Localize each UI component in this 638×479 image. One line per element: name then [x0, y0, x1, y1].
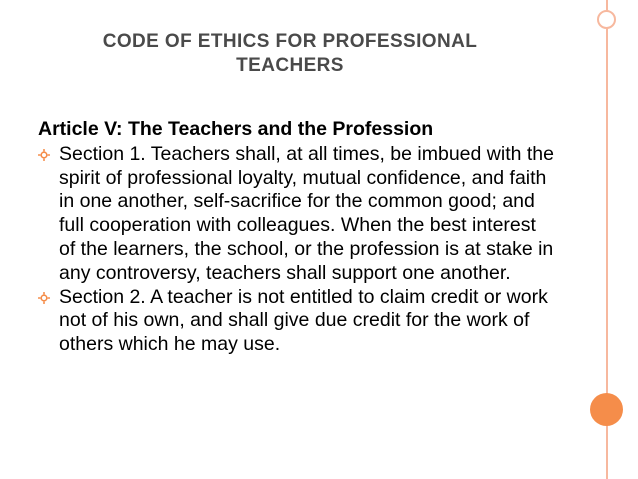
slide-title	[70, 30, 510, 78]
section-1-text: Section 1. Teachers shall, at all times, be imbued with the spirit of professional loyalty, mutual confidence, and faith in one another, self-sacrifice for the common good; and full cooperation with colleagues. When the best interest of the learners, the school, or the profession is at stake in any controversy, teachers shall support one another.	[59, 142, 554, 284]
slide-title-line-1: CODE OF ETHICS FOR PROFESSIONAL	[102, 31, 478, 52]
section-1	[36, 143, 556, 286]
decorative-large-circle	[590, 393, 623, 426]
section-2-text: Section 2. A teacher is not entitled to claim credit or work not of his own, and shall give due credit for the work of others which he may use.	[59, 285, 548, 356]
section-2	[36, 286, 556, 357]
decorative-small-circle	[597, 10, 616, 29]
sun-bullet-icon	[38, 292, 50, 304]
article-heading: Article V: The Teachers and the Profession	[38, 118, 434, 140]
slide-title-line-2: TEACHERS	[236, 55, 344, 76]
slide-body	[36, 118, 556, 357]
sun-bullet-icon	[38, 149, 50, 161]
